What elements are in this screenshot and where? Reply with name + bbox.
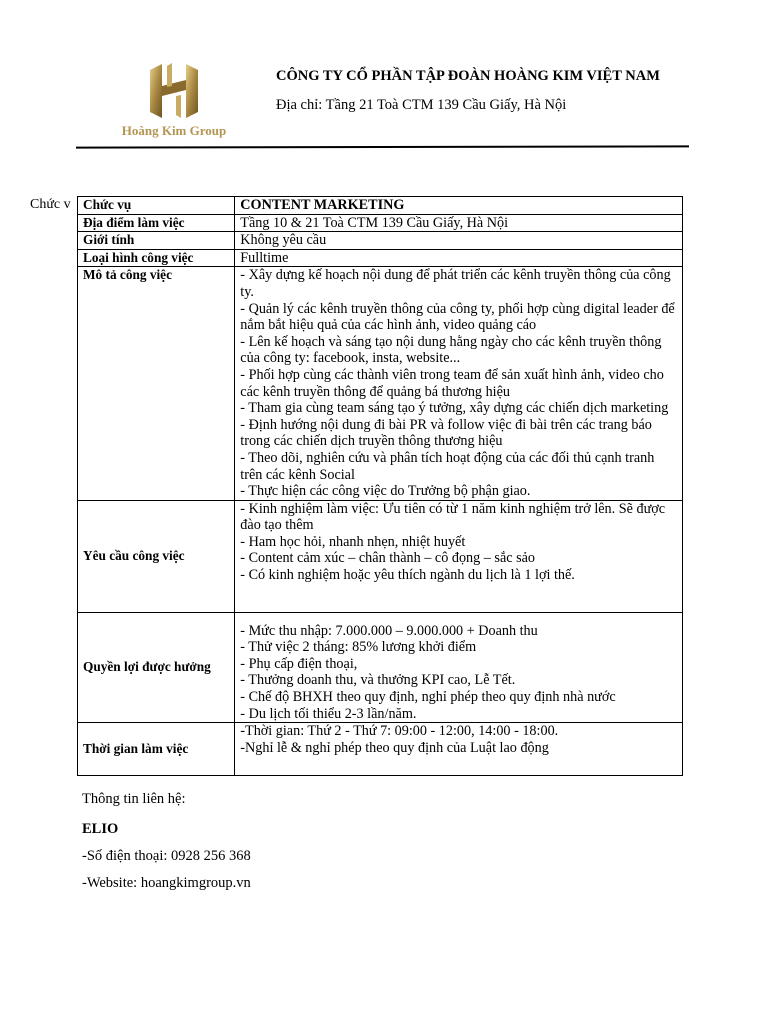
job-details-table bbox=[77, 196, 683, 776]
row-value-line: - Du lịch tối thiểu 2-3 lần/năm. bbox=[240, 705, 417, 722]
stray-label-text: Chức v bbox=[30, 197, 71, 212]
row-value bbox=[235, 267, 683, 500]
row-value-line: - Content cảm xúc – chân thành – cô đọng – sắc sảo bbox=[240, 550, 535, 567]
row-value bbox=[235, 214, 683, 232]
company-name: CÔNG TY CỔ PHẦN TẬP ĐOÀN HOÀNG KIM VIỆT NAM bbox=[276, 68, 660, 84]
table-row bbox=[78, 249, 683, 267]
table-row bbox=[78, 500, 683, 612]
row-value-line: - Kinh nghiệm làm việc: Ưu tiên có từ 1 năm kinh nghiệm trở lên. Sẽ được đào tạo thêm bbox=[240, 500, 666, 534]
row-value-line: - Có kinh nghiệm hoặc yêu thích ngành du lịch là 1 lợi thế. bbox=[240, 567, 575, 584]
row-value-line: - Thử việc 2 tháng: 85% lương khởi điểm bbox=[240, 639, 477, 656]
row-label: Giới tính bbox=[78, 232, 235, 250]
row-value-line: - Ham học hỏi, nhanh nhẹn, nhiệt huyết bbox=[240, 533, 466, 550]
table-row bbox=[78, 267, 683, 500]
company-address: Địa chỉ: Tầng 21 Toà CTM 139 Cầu Giấy, Hà Nội bbox=[276, 97, 567, 113]
row-value-line: Tầng 10 & 21 Toà CTM 139 Cầu Giấy, Hà Nội bbox=[240, 214, 509, 231]
row-label: Thời gian làm việc bbox=[78, 723, 235, 776]
row-label: Chức vụ bbox=[78, 197, 235, 215]
row-value-line: - Theo dõi, nghiên cứu và phân tích hoạt động của các đối thủ cạnh tranh trên các kênh Social bbox=[240, 449, 655, 483]
row-value-line: - Xây dựng kế hoạch nội dung để phát triển các kênh truyền thông của công ty. bbox=[240, 267, 671, 300]
row-value-line: CONTENT MARKETING bbox=[240, 197, 405, 213]
row-value-line: - Thực hiện các công việc do Trưởng bộ phận giao. bbox=[240, 483, 531, 500]
contact-name: ELIO bbox=[82, 821, 119, 837]
contact-intro: Thông tin liên hệ: bbox=[82, 791, 186, 807]
row-value-line: - Lên kế hoạch và sáng tạo nội dung hằng ngày cho các kênh truyền thông của công ty: facebook, insta, website... bbox=[240, 333, 662, 367]
row-label: Quyền lợi được hưởng bbox=[78, 612, 235, 723]
table-row bbox=[78, 232, 683, 250]
row-value-line: - Mức thu nhập: 7.000.000 – 9.000.000 + Doanh thu bbox=[240, 622, 538, 639]
table-row bbox=[78, 612, 683, 723]
row-value-line: -Thời gian: Thứ 2 - Thứ 7: 09:00 - 12:00, 14:00 - 18:00. bbox=[240, 723, 559, 740]
row-value-line: Không yêu cầu bbox=[240, 232, 327, 249]
row-value-line: - Thưởng doanh thu, và thưởng KPI cao, Lễ Tết. bbox=[240, 672, 516, 689]
row-value bbox=[235, 723, 683, 776]
contact-phone: -Số điện thoại: 0928 256 368 bbox=[82, 848, 251, 864]
company-logo bbox=[118, 60, 238, 145]
table-row bbox=[78, 214, 683, 232]
row-value bbox=[235, 500, 683, 612]
row-value-line: - Định hướng nội dung đi bài PR và follow việc đi bài trên các trang báo trong các chiến dịch truyền thông thương hiệu bbox=[240, 416, 652, 450]
row-value-line: Fulltime bbox=[240, 249, 289, 266]
row-value-line: - Phụ cấp điện thoại, bbox=[240, 655, 358, 672]
row-value bbox=[235, 612, 683, 723]
row-value-line: - Chế độ BHXH theo quy định, nghỉ phép theo quy định nhà nước bbox=[240, 689, 616, 706]
row-value-line: -Nghỉ lễ & nghỉ phép theo quy định của Luật lao động bbox=[240, 739, 549, 756]
row-label: Địa điểm làm việc bbox=[78, 214, 235, 232]
row-label: Yêu cầu công việc bbox=[78, 500, 235, 612]
row-value-line: - Tham gia cùng team sáng tạo ý tưởng, xây dựng các chiến dịch marketing bbox=[240, 400, 669, 417]
brand-wordmark: Hoàng Kim Group bbox=[121, 123, 227, 138]
row-label: Mô tả công việc bbox=[78, 267, 235, 500]
row-value bbox=[235, 232, 683, 250]
row-value bbox=[235, 197, 683, 215]
row-value bbox=[235, 249, 683, 267]
contact-website: -Website: hoangkimgroup.vn bbox=[82, 875, 251, 891]
row-value-line: - Phối hợp cùng các thành viên trong team để sản xuất hình ảnh, video cho các kênh truyền thông để quảng bá thương hiệu bbox=[240, 366, 664, 400]
table-row bbox=[78, 723, 683, 776]
hk-logo-icon bbox=[148, 60, 200, 122]
header-divider bbox=[76, 145, 689, 148]
table-row bbox=[78, 197, 683, 215]
row-value-line: - Quản lý các kênh truyền thông của công ty, phối hợp cùng digital leader để nắm bắt hiệu quả của các hình ảnh, video quảng cáo bbox=[240, 300, 675, 334]
row-label: Loại hình công việc bbox=[78, 249, 235, 267]
